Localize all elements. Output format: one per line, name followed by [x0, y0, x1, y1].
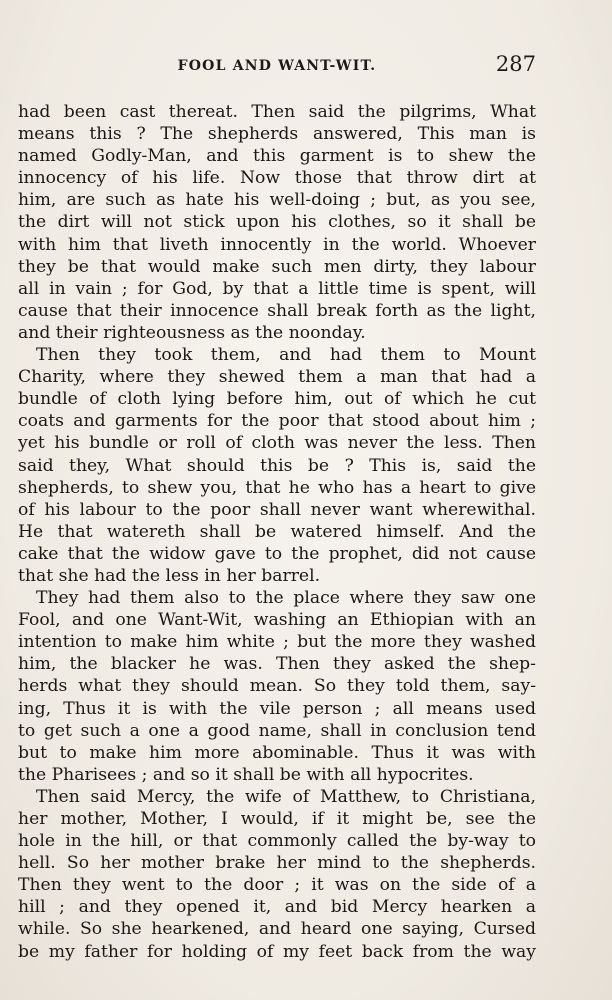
text-line: of his labour to the poor shall never want wherewithal.: [18, 499, 536, 520]
paragraph: [18, 344, 536, 587]
paragraph: [18, 587, 536, 786]
text-line: they be that would make such men dirty, they labour: [18, 256, 536, 277]
page-number: 287: [495, 52, 536, 76]
text-line: herds what they should mean. So they told them, say-: [18, 676, 536, 697]
text-line: and their righteousness as the noonday.: [18, 322, 366, 343]
text-line: the dirt will not stick upon his clothes, so it shall be: [18, 212, 536, 233]
text-line: named Godly-Man, and this garment is to shew the: [18, 146, 536, 167]
text-line: ing, Thus it is with the vile person ; all means used: [18, 698, 536, 719]
text-line: be my father for holding of my feet back from the way: [18, 941, 536, 962]
text-line: the Pharisees ; and so it shall be with all hypocrites.: [18, 764, 474, 785]
running-head: FOOL AND WANT-WIT.: [177, 58, 377, 74]
text-line: him, are such as hate his well-doing ; but, as you see,: [18, 190, 536, 211]
text-line: cause that their innocence shall break forth as the light,: [18, 300, 536, 321]
text-line: her mother, Mother, I would, if it might be, see the: [18, 809, 536, 829]
text-line: intention to make him white ; but the more they washed: [18, 632, 536, 653]
text-line: bundle of cloth lying before him, out of which he cut: [18, 389, 536, 410]
text-line: hill ; and they opened it, and bid Mercy hearken a: [18, 897, 536, 918]
text-line: all in vain ; for God, by that a little time is spent, will: [18, 278, 536, 299]
text-line: Fool, and one Want-Wit, washing an Ethiopian with an: [18, 610, 536, 631]
text-line: cake that the widow gave to the prophet, did not cause: [18, 543, 536, 564]
body-text: [18, 101, 536, 963]
text-line: hell. So her mother brake her mind to the shepherds.: [18, 853, 536, 874]
text-line: yet his bundle or roll of cloth was never the less. Then: [18, 433, 536, 454]
text-line: Then said Mercy, the wife of Matthew, to Christiana,: [36, 786, 536, 807]
text-line: They had them also to the place where they saw one: [36, 588, 536, 609]
text-line: with him that liveth innocently in the world. Whoever: [18, 234, 536, 255]
text-line: while. So she hearkened, and heard one saying, Cursed: [18, 919, 536, 940]
text-line: innocency of his life. Now those that throw dirt at: [18, 168, 536, 189]
text-line: shepherds, to shew you, that he who has a heart to give: [18, 477, 536, 498]
text-line: hole in the hill, or that commonly called the by-way to: [18, 831, 536, 852]
text-line: that she had the less in her barrel.: [18, 565, 321, 586]
text-line: but to make him more abominable. Thus it was with: [18, 742, 536, 763]
text-line: He that watereth shall be watered himself. And the: [18, 521, 536, 542]
text-line: to get such a one a good name, shall in conclusion tend: [18, 720, 536, 741]
page-header: [18, 50, 536, 80]
text-line: him, the blacker he was. Then they asked the shep-: [18, 654, 536, 675]
text-line: coats and garments for the poor that stood about him ;: [18, 411, 536, 432]
text-line: had been cast thereat. Then said the pilgrims, What: [18, 102, 536, 122]
text-line: said they, What should this be ? This is, said the: [18, 455, 536, 476]
text-line: Charity, where they shewed them a man that had a: [18, 367, 536, 388]
paragraph: [18, 786, 536, 963]
text-line: means this ? The shepherds answered, This man is: [18, 124, 536, 145]
paragraph: [18, 101, 536, 344]
text-line: Then they took them, and had them to Mount: [36, 345, 536, 366]
text-line: Then they went to the door ; it was on the side of a: [18, 875, 536, 896]
